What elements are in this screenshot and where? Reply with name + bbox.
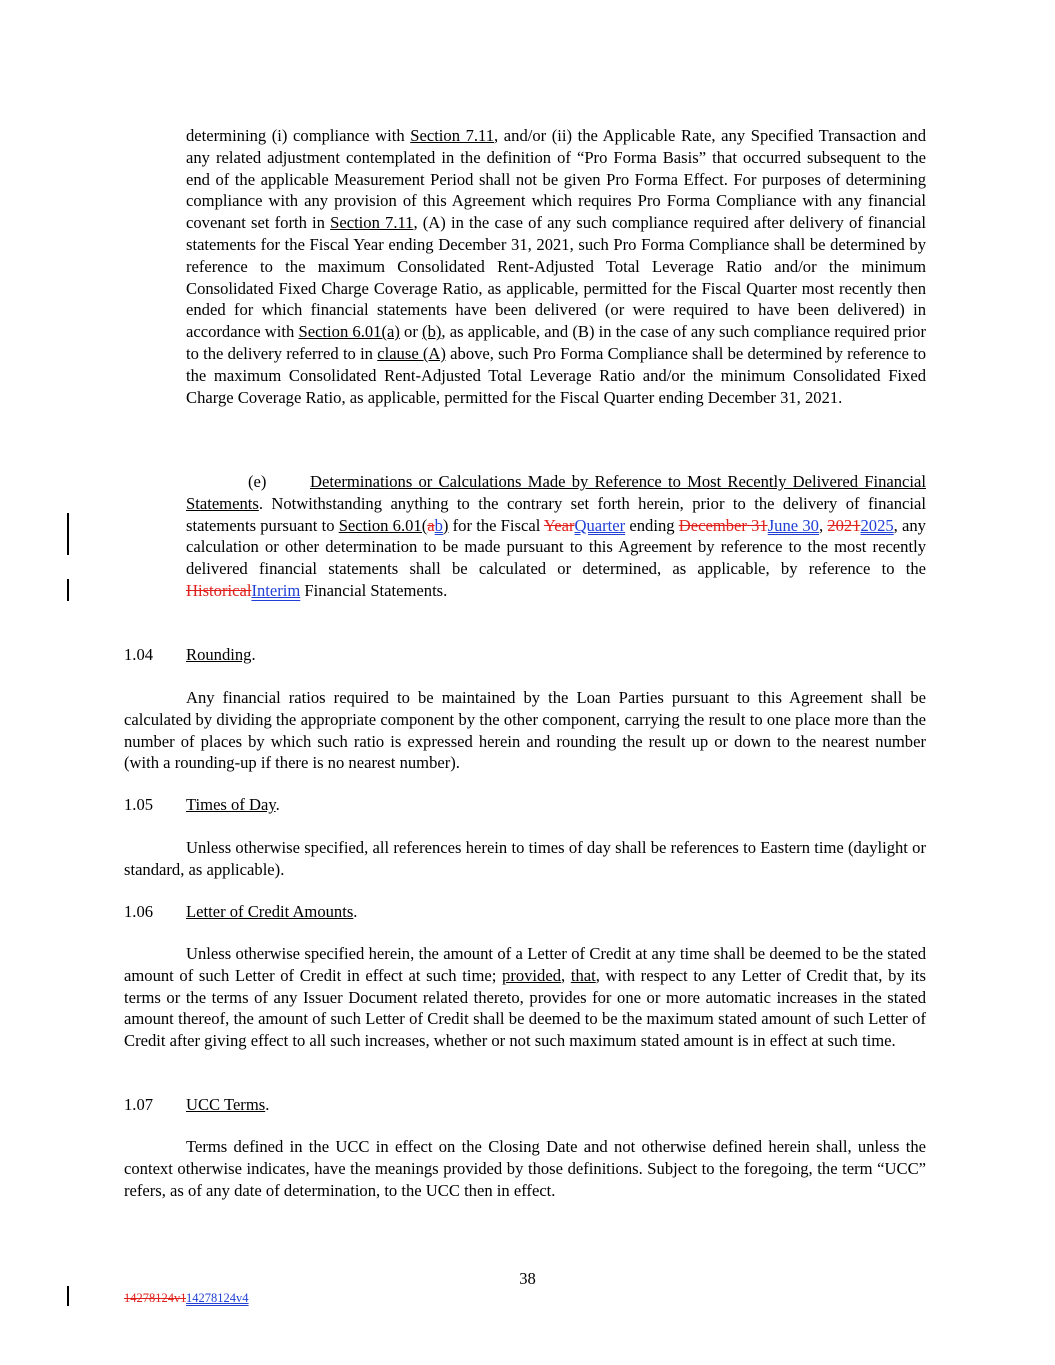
- section-reference: (b): [422, 322, 442, 342]
- section-body: Any financial ratios required to be maintained by the Loan Parties pursuant to this Agreement shall be calculated by dividing the appropriate component by the other component, carrying the result to one place more than the number of places by which such ratio is expressed herein and rounding the result up or down to the nearest number (with a rounding-up if there is no nearest number).: [124, 688, 926, 773]
- inserted-text: 2025: [860, 515, 894, 535]
- section-number: 1.04: [124, 645, 154, 664]
- section-number: 1.06: [124, 902, 154, 921]
- deleted-text: a: [427, 515, 435, 535]
- section-1-04-body: [124, 687, 926, 774]
- paragraph-d-continuation: [186, 125, 926, 408]
- paragraph-heading: Determinations or Calculations Made by Reference to Most Recently Delivered Financial Statements: [186, 472, 926, 513]
- section-number: 1.07: [124, 1095, 154, 1114]
- text-run: , (A) in the case of any such compliance required after delivery of financial statements for the Fiscal Year ending December 31, 2021, such Pro Forma Compliance shall be determined by reference to the maximum Consolidated Rent-Adjusted Total Leverage Ratio and/or the minimum Consolidated Fixed Charge Coverage Ratio, as applicable, permitted for the Fiscal Quarter most recently then ended for which financial statements have been delivered (or were required to have been delivered) in accordance with: [186, 213, 926, 342]
- text-run: ,: [818, 515, 828, 535]
- section-body: [124, 943, 926, 1052]
- section-reference: Section 7.11: [330, 213, 414, 233]
- section-1-06-heading: [124, 901, 357, 923]
- change-bar: [67, 513, 69, 555]
- section-body: Unless otherwise specified, all references herein to times of day shall be references to Eastern time (daylight or standard, as applicable).: [124, 838, 926, 879]
- section-1-07-heading: [124, 1094, 269, 1116]
- deleted-text: Historical: [186, 580, 252, 600]
- deleted-text: Year: [543, 515, 575, 535]
- text-run: Unless otherwise specified herein, the amount of a Letter of Credit at any time shall be deemed to be the stated amount of such Letter of Credit in effect at such time;: [124, 944, 926, 985]
- section-reference: ): [442, 515, 449, 535]
- heading-period: .: [275, 795, 280, 814]
- section-title: Letter of Credit Amounts: [186, 902, 354, 921]
- heading-period: .: [265, 1095, 270, 1114]
- section-title: Rounding: [186, 645, 252, 664]
- heading-period: .: [353, 902, 358, 921]
- section-reference: Section 7.11: [410, 126, 495, 145]
- text-run: ending: [625, 515, 679, 535]
- text-run: determining (i) compliance with: [186, 126, 411, 145]
- section-reference: Section 6.01(a): [298, 322, 400, 342]
- clause-reference: clause (A): [377, 343, 446, 363]
- inserted-doc-id: 14278124v4: [186, 1291, 249, 1305]
- section-1-05-heading: [124, 794, 280, 816]
- emphasis-term: that: [570, 965, 596, 985]
- section-1-04-heading: [124, 644, 256, 666]
- text-run: ,: [561, 965, 571, 985]
- page-number: 38: [519, 1269, 536, 1288]
- text-run: for the Fiscal: [448, 515, 544, 535]
- paragraph-d-text: [186, 125, 926, 408]
- text-run: , any calculation or other determination to be made pursuant to this Agreement by reference to the most recently delivered financial statements shall be calculated or determined, as applicable, by reference to the: [186, 515, 926, 579]
- section-title: UCC Terms: [186, 1095, 266, 1114]
- text-run: , as applicable, and (B) in the case of any such compliance required prior to the delivery referred to in: [186, 322, 926, 363]
- section-title: Times of Day: [186, 795, 276, 814]
- deleted-text: 2021: [827, 515, 861, 535]
- text-run: or: [399, 322, 423, 342]
- inserted-text: Quarter: [574, 515, 626, 535]
- paragraph-e-text: [186, 471, 926, 602]
- paragraph-e: [186, 471, 926, 602]
- text-run: Financial Statements.: [300, 580, 448, 600]
- heading-period: .: [251, 645, 256, 664]
- deleted-doc-id: 14278124v1: [124, 1291, 187, 1305]
- text-run: , with respect to any Letter of Credit that, by its terms or the terms of any Issuer Document related thereto, provides for one or more automatic increases in the stated amount thereof, the amount of such Letter of Credit shall be deemed to be the maximum stated amount of such Letter of Credit after giving effect to all such increases, whether or not such maximum stated amount is in effect at such time.: [124, 965, 927, 1051]
- paragraph-number: (e): [248, 472, 267, 491]
- change-bar: [67, 579, 69, 601]
- section-number: 1.05: [124, 795, 154, 814]
- text-run: , and/or (ii) the Applicable Rate, any Specified Transaction and any related adjustment contemplated in the definition of “Pro Forma Basis” that occurred subsequent to the end of the applicable Measurement Period shall not be given Pro Forma Effect. For purposes of determining compliance with any provision of this Agreement which requires Pro Forma Compliance with any financial covenant set forth in: [186, 126, 926, 233]
- deleted-text: December 31: [678, 515, 768, 535]
- section-1-07-body: [124, 1136, 926, 1201]
- section-reference: Section 6.01(: [338, 515, 428, 535]
- section-body: Terms defined in the UCC in effect on the Closing Date and not otherwise defined herein shall, unless the context otherwise indicates, have the meanings provided by those definitions. Subject to the foregoing, the term “UCC” refers, as of any date of determination, to the UCC then in effect.: [124, 1137, 926, 1200]
- section-1-05-body: [124, 837, 926, 881]
- inserted-text: June 30: [767, 515, 819, 535]
- inserted-text: b: [434, 515, 443, 535]
- text-run: . Notwithstanding anything to the contrary set forth herein, prior to the delivery of financial statements pursuant to: [186, 493, 926, 535]
- emphasis-term: provided: [502, 965, 562, 985]
- inserted-text: Interim: [251, 580, 301, 600]
- document-id: [124, 1288, 249, 1310]
- section-1-06-body: [124, 943, 926, 1052]
- text-run: above, such Pro Forma Compliance shall be determined by reference to the maximum Consolidated Rent-Adjusted Total Leverage Ratio and/or the minimum Consolidated Fixed Charge Coverage Ratio, as applicable, permitted for the Fiscal Quarter ending December 31, 2021.: [186, 343, 927, 407]
